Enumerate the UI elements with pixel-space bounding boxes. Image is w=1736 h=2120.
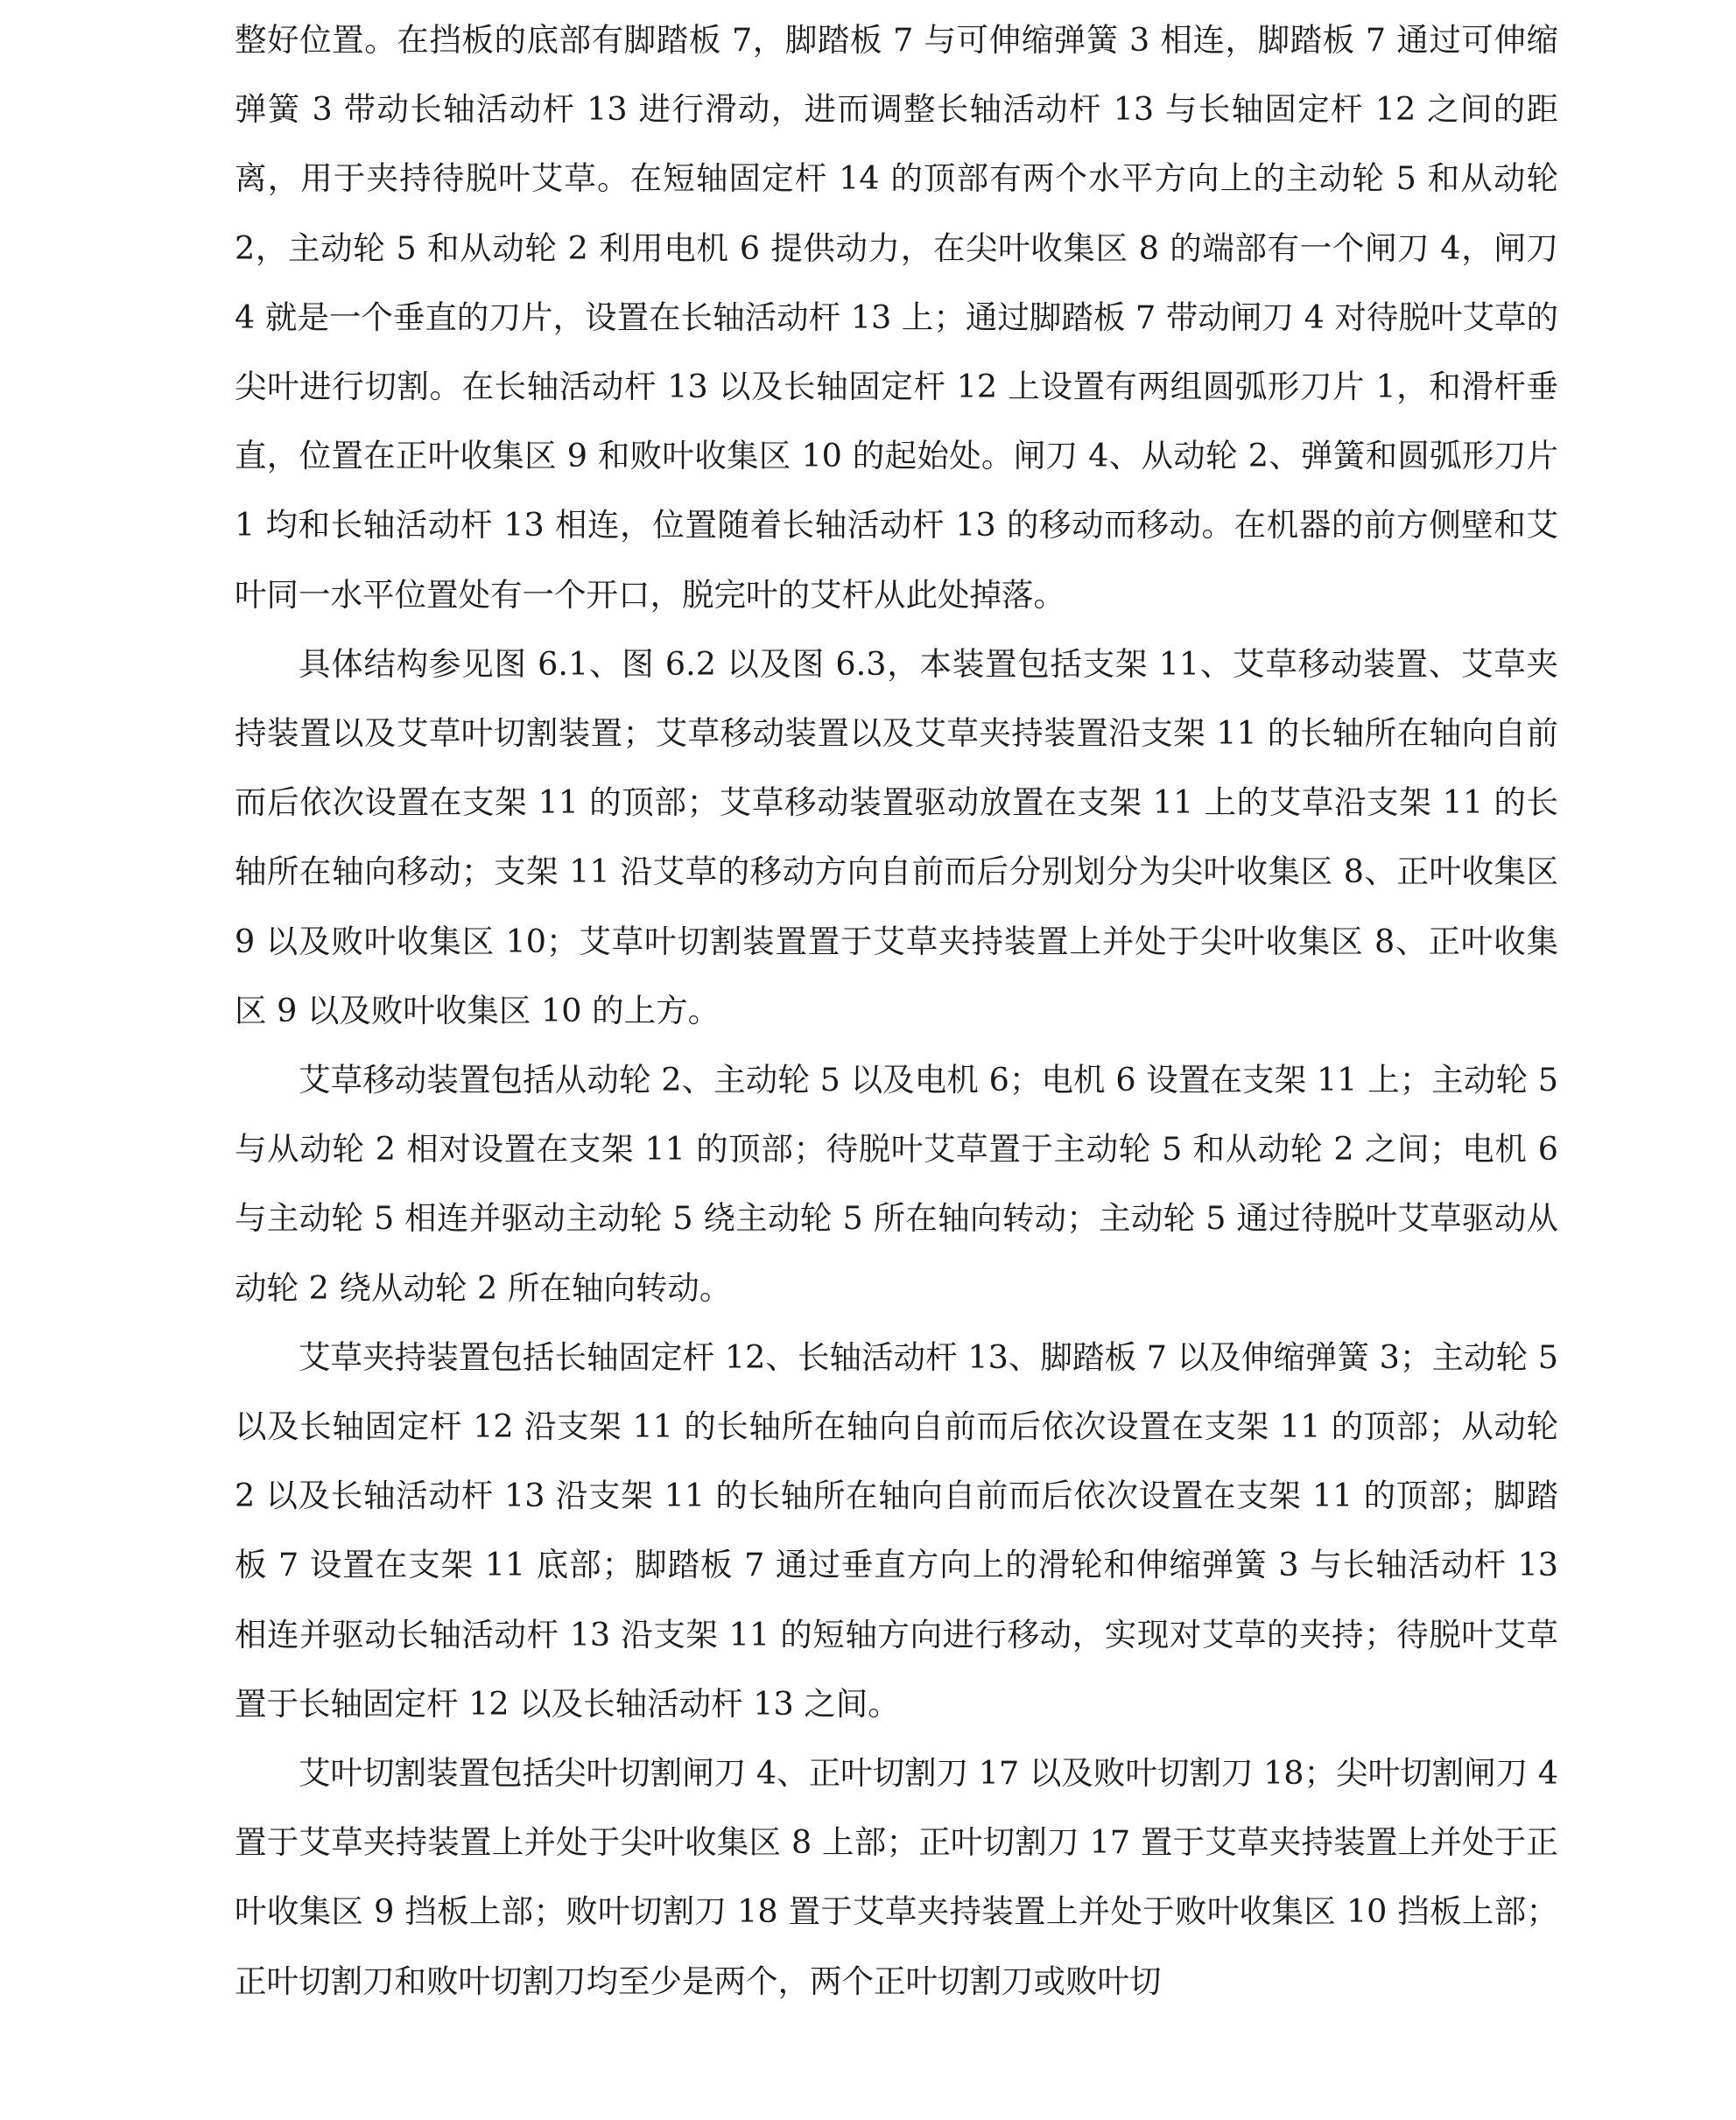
paragraph-moving-device: 艾草移动装置包括从动轮 2、主动轮 5 以及电机 6；电机 6 设置在支架 11 上；主动轮 5 与从动轮 2 相对设置在支架 11 的顶部；待脱叶艾草置于主动轮 5 和从动轮 2 之间；电机 6 与主动轮 5 相连并驱动主动轮 5 绕主动轮 5 所在轴向转动；主动轮 5 通过待脱叶艾草驱动从动轮 2 绕从动轮 2 所在轴向转动。 bbox=[235, 1061, 1558, 1307]
body-text bbox=[235, 5, 1558, 2016]
paragraph-cutting-device: 艾叶切割装置包括尖叶切割闸刀 4、正叶切割刀 17 以及败叶切割刀 18；尖叶切割闸刀 4 置于艾草夹持装置上并处于尖叶收集区 8 上部；正叶切割刀 17 置于艾草夹持装置上并处于正叶收集区 9 挡板上部；败叶切割刀 18 置于艾草夹持装置上并处于败叶收集区 10 挡板上部；正叶切割刀和败叶切割刀均至少是两个，两个正叶切割刀或败叶切 bbox=[235, 1754, 1558, 2000]
paragraph-continued-mechanism: 整好位置。在挡板的底部有脚踏板 7，脚踏板 7 与可伸缩弹簧 3 相连，脚踏板 7 通过可伸缩弹簧 3 带动长轴活动杆 13 进行滑动，进而调整长轴活动杆 13 与长轴固定杆 12 之间的距离，用于夹持待脱叶艾草。在短轴固定杆 14 的顶部有两个水平方向上的主动轮 5 和从动轮 2，主动轮 5 和从动轮 2 利用电机 6 提供动力，在尖叶收集区 8 的端部有一个闸刀 4，闸刀 4 就是一个垂直的刀片，设置在长轴活动杆 13 上；通过脚踏板 7 带动闸刀 4 对待脱叶艾草的尖叶进行切割。在长轴活动杆 13 以及长轴固定杆 12 上设置有两组圆弧形刀片 1，和滑杆垂直，位置在正叶收集区 9 和败叶收集区 10 的起始处。闸刀 4、从动轮 2、弹簧和圆弧形刀片 1 均和长轴活动杆 13 相连，位置随着长轴活动杆 13 的移动而移动。在机器的前方侧壁和艾叶同一水平位置处有一个开口，脱完叶的艾杆从此处掉落。 bbox=[235, 21, 1558, 614]
paragraph-clamping-device: 艾草夹持装置包括长轴固定杆 12、长轴活动杆 13、脚踏板 7 以及伸缩弹簧 3；主动轮 5 以及长轴固定杆 12 沿支架 11 的长轴所在轴向自前而后依次设置在支架 11 的顶部；从动轮 2 以及长轴活动杆 13 沿支架 11 的长轴所在轴向自前而后依次设置在支架 11 的顶部；脚踏板 7 设置在支架 11 底部；脚踏板 7 通过垂直方向上的滑轮和伸缩弹簧 3 与长轴活动杆 13 相连并驱动长轴活动杆 13 沿支架 11 的短轴方向进行移动，实现对艾草的夹持；待脱叶艾草置于长轴固定杆 12 以及长轴活动杆 13 之间。 bbox=[235, 1337, 1558, 1723]
paragraph-overall-structure: 具体结构参见图 6.1、图 6.2 以及图 6.3，本装置包括支架 11、艾草移动装置、艾草夹持装置以及艾草叶切割装置；艾草移动装置以及艾草夹持装置沿支架 11 的长轴所在轴向自前而后依次设置在支架 11 的顶部；艾草移动装置驱动放置在支架 11 上的艾草沿支架 11 的长轴所在轴向移动；支架 11 沿艾草的移动方向自前而后分别划分为尖叶收集区 8、正叶收集区 9 以及败叶收集区 10；艾草叶切割装置置于艾草夹持装置上并处于尖叶收集区 8、正叶收集区 9 以及败叶收集区 10 的上方。 bbox=[235, 644, 1558, 1029]
